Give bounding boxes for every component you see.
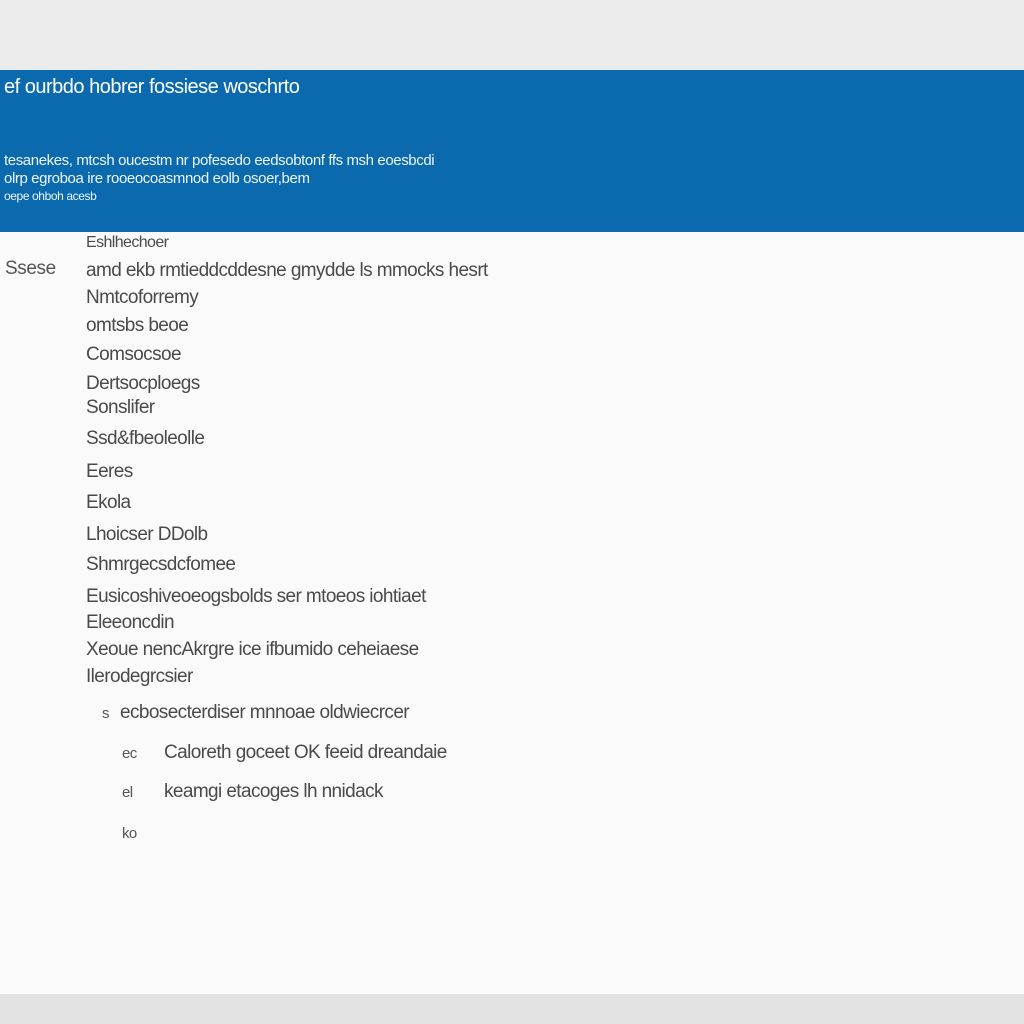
banner-description-line: tesanekes, mtcsh oucestm nr pofesedo eedsobtonf ffs msh eoesbcdi	[4, 152, 435, 169]
bullet-marker: ko	[122, 825, 137, 842]
bullet-text: ecbosecterdiser mnnoae oldwiecrcer	[120, 702, 410, 723]
list-item: Nmtcoforremy	[86, 287, 199, 308]
bullet-marker: ec	[122, 745, 137, 762]
page-title: ef ourbdo hobrer fossiese woschrto	[4, 76, 300, 98]
list-item: Eshlhechoer	[86, 234, 169, 251]
window-top-strip	[0, 0, 1024, 70]
list-item: Ssd&fbeoleolle	[86, 428, 205, 449]
main-content	[0, 232, 1024, 994]
list-item: omtsbs beoe	[86, 315, 189, 336]
bullet-text: Caloreth goceet OK feeid dreandaie	[164, 742, 447, 763]
banner-description-line: oepe ohboh acesb	[4, 189, 97, 203]
list-item: Lhoicser DDolb	[86, 524, 208, 545]
list-item: Shmrgecsdcfomee	[86, 554, 236, 575]
bullet-marker: s	[102, 705, 109, 722]
list-item: Ilerodegrcsier	[86, 666, 193, 687]
bullet-item	[102, 702, 409, 724]
list-item: Xeoue nencAkrgre ice ifbumido ceheiaese	[86, 639, 419, 660]
window-bottom-strip	[0, 994, 1024, 1024]
list-item: Ekola	[86, 492, 131, 513]
bullet-item	[122, 742, 447, 764]
list-item: Eeres	[86, 461, 133, 482]
list-item: amd ekb rmtieddcddesne gmydde ls mmocks hesrt	[86, 260, 488, 281]
header-banner	[0, 70, 1024, 232]
bullet-marker: el	[122, 784, 133, 801]
list-item: Comsocsoe	[86, 344, 181, 365]
bullet-item	[122, 822, 164, 844]
bullet-text: keamgi etacoges lh nnidack	[164, 781, 383, 802]
list-item: Dertsocploegs	[86, 373, 200, 394]
list-item: Eusicoshiveoeogsbolds ser mtoeos iohtiaet	[86, 586, 426, 607]
bullet-item	[122, 781, 383, 803]
list-item: Eleeoncdin	[86, 612, 175, 633]
banner-description-line: olrp egroboa ire rooeocoasmnod eolb osoer,bem	[4, 170, 310, 187]
list-item: Sonslifer	[86, 397, 155, 418]
sidebar-label: Ssese	[5, 258, 56, 279]
